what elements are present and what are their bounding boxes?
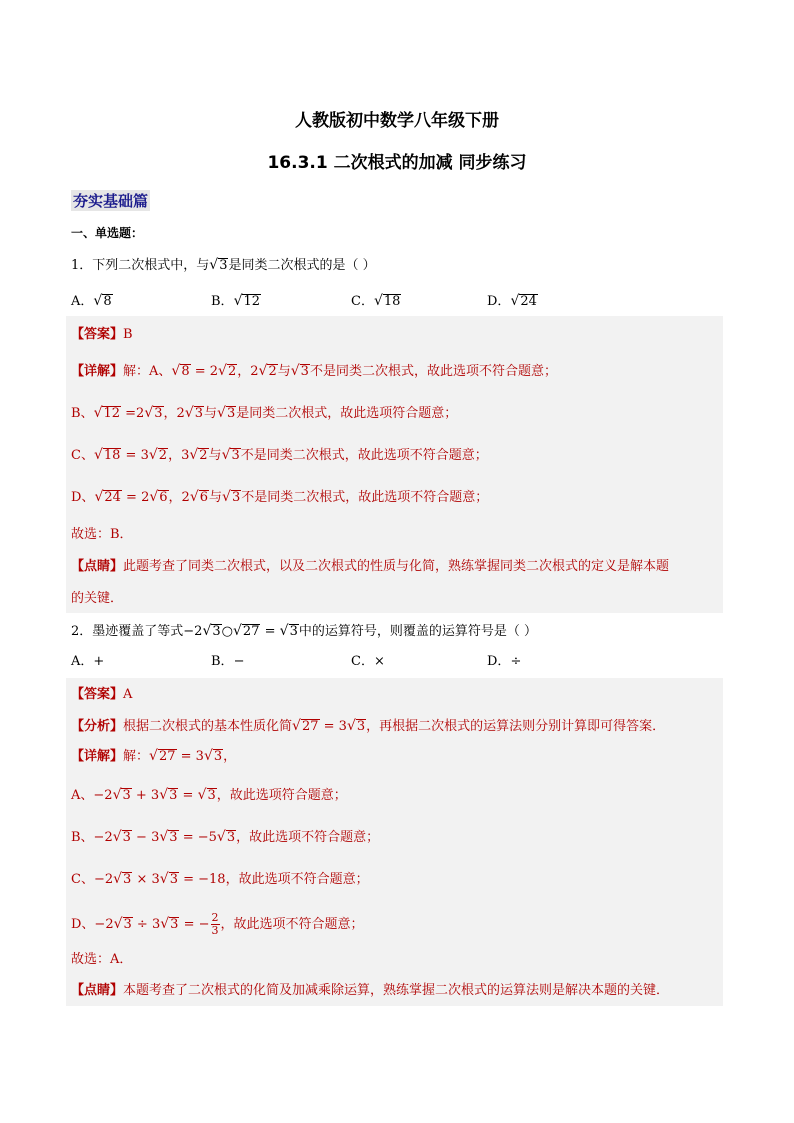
q2-answer: 【答案】A — [71, 687, 133, 702]
q1-answer: 【答案】B — [71, 327, 133, 342]
q2-detail-d: D、−2√3 ÷ 3√3 = − $\frac{2}{3}$ ，故此选项不符合题意； — [71, 911, 364, 937]
q1-comment: 【点睛】此题考查了同类二次根式，以及二次根式的性质与化简，熟练掌握同类二次根式的定义是解本题 — [71, 559, 670, 574]
page-subtitle: 16.3.1 二次根式的加减 同步练习 — [267, 153, 527, 173]
q2-detail: 【详解】解：√27 = 3√3， — [71, 748, 237, 764]
q1-option-d[interactable]: D．√24 — [487, 293, 537, 309]
q2-option-c[interactable]: C．× — [351, 654, 385, 669]
q1-detail-a: 【详解】解：A、√8 = 2√2，2√2与√3不是同类二次根式，故此选项不符合题意； — [71, 363, 557, 379]
q1-comment-cont: 的关键． — [71, 591, 124, 606]
q2-detail-b: B、−2√3 − 3√3 = −5√3，故此选项不符合题意； — [71, 829, 380, 845]
question-2-stem: 2．墨迹覆盖了等式−2√3○√27 = √3中的运算符号，则覆盖的运算符号是（ ） — [71, 623, 537, 639]
q1-detail-b: B、√12 =2√3，2√3与√3是同类二次根式，故此选项符合题意； — [71, 405, 458, 421]
q1-choose: 故选：B． — [71, 527, 133, 542]
page-title: 人教版初中数学八年级下册 — [295, 111, 499, 131]
part-heading: 一、单选题： — [71, 226, 144, 240]
q2-analysis: 【分析】根据二次根式的基本性质化简√27 = 3√3，再根据二次根式的运算法则分别计算即可得答案． — [71, 718, 666, 734]
q1-option-a[interactable]: A．√8 — [71, 293, 112, 309]
section-heading: 夯实基础篇 — [73, 192, 149, 210]
q2-option-b[interactable]: B．− — [211, 654, 245, 669]
q2-detail-c: C、−2√3 × 3√3 = −18，故此选项不符合题意； — [71, 871, 369, 887]
q2-comment: 【点睛】本题考查了二次根式的化简及加减乘除运算，熟练掌握二次根式的运算法则是解决本题的关键． — [71, 983, 670, 998]
question-1-stem: 1．下列二次根式中，与√3是同类二次根式的是（ ） — [71, 257, 376, 273]
q1-option-c[interactable]: C．√18 — [351, 293, 401, 309]
q2-detail-a: A、−2√3 + 3√3 = √3，故此选项符合题意； — [71, 787, 347, 803]
q2-choose: 故选：A． — [71, 952, 133, 967]
q1-detail-c: C、√18 = 3√2，3√2与√3不是同类二次根式，故此选项不符合题意； — [71, 447, 488, 463]
q2-option-d[interactable]: D．÷ — [487, 654, 522, 669]
q1-detail-d: D、√24 = 2√6，2√6与√3不是同类二次根式，故此选项不符合题意； — [71, 489, 489, 505]
q1-option-b[interactable]: B．√12 — [211, 293, 261, 309]
q2-option-a[interactable]: A．+ — [71, 654, 105, 669]
